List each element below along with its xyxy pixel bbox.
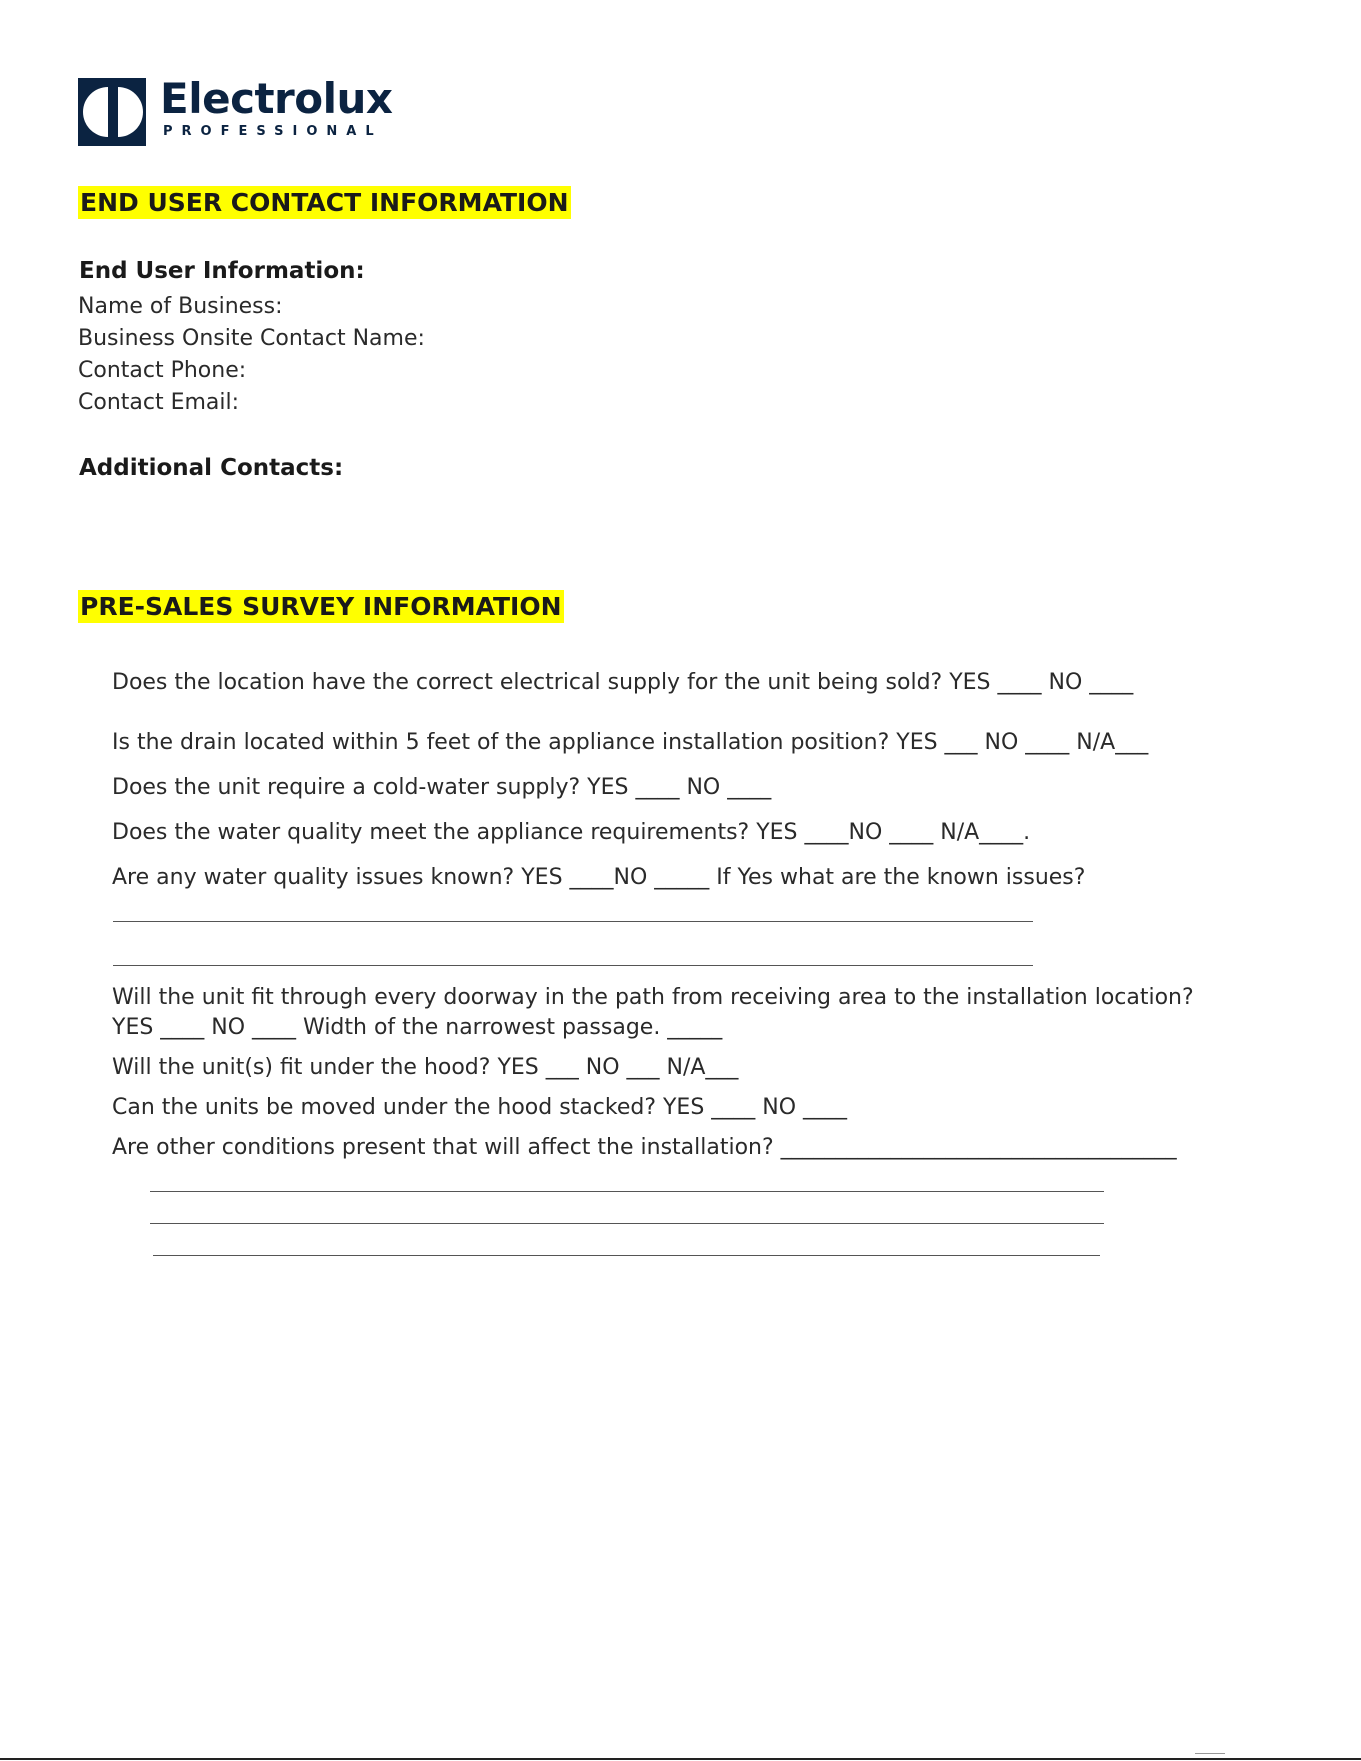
contact-section-heading: END USER CONTACT INFORMATION	[80, 188, 569, 217]
question-water-issues: Are any water quality issues known? YES ____NO _____ If Yes what are the known issues?	[112, 865, 1086, 890]
question-water-quality: Does the water quality meet the appliance requirements? YES ____NO ____ N/A____.	[112, 820, 1031, 845]
answer-line	[113, 921, 1033, 922]
question-hood-fit: Will the unit(s) fit under the hood? YES ___ NO ___ N/A___	[112, 1055, 739, 1080]
footer-rule	[0, 1758, 1361, 1760]
field-onsite-contact-name: Business Onsite Contact Name:	[78, 326, 425, 351]
answer-line	[153, 1255, 1100, 1256]
question-hood-stacked: Can the units be moved under the hood stacked? YES ____ NO ____	[112, 1095, 848, 1120]
question-other-conditions: Are other conditions present that will affect the installation? ____________________________________	[112, 1135, 1177, 1160]
answer-line	[150, 1223, 1104, 1224]
question-electrical-supply: Does the location have the correct electrical supply for the unit being sold? YES ____ NO ____	[112, 670, 1134, 695]
answer-line	[113, 965, 1033, 966]
answer-line	[150, 1191, 1104, 1192]
additional-contacts-heading: Additional Contacts:	[79, 455, 344, 481]
question-cold-water-supply: Does the unit require a cold-water supply? YES ____ NO ____	[112, 775, 772, 800]
question-doorway-fit: Will the unit fit through every doorway in the path from receiving area to the installation location?	[112, 985, 1194, 1010]
end-user-heading: End User Information:	[79, 258, 365, 284]
field-contact-email: Contact Email:	[78, 390, 240, 415]
field-name-of-business: Name of Business:	[78, 294, 283, 319]
question-drain-location: Is the drain located within 5 feet of the appliance installation position? YES ___ NO ____ N/A___	[112, 730, 1149, 755]
survey-section-heading: PRE-SALES SURVEY INFORMATION	[80, 592, 562, 621]
footer-mark	[1195, 1753, 1225, 1754]
question-doorway-fit-answer: YES ____ NO ____ Width of the narrowest passage. _____	[112, 1015, 723, 1040]
electrolux-logo-icon	[78, 78, 146, 146]
brand-subtitle: PROFESSIONAL	[163, 124, 383, 139]
brand-name: Electrolux	[160, 74, 393, 123]
field-contact-phone: Contact Phone:	[78, 358, 247, 383]
